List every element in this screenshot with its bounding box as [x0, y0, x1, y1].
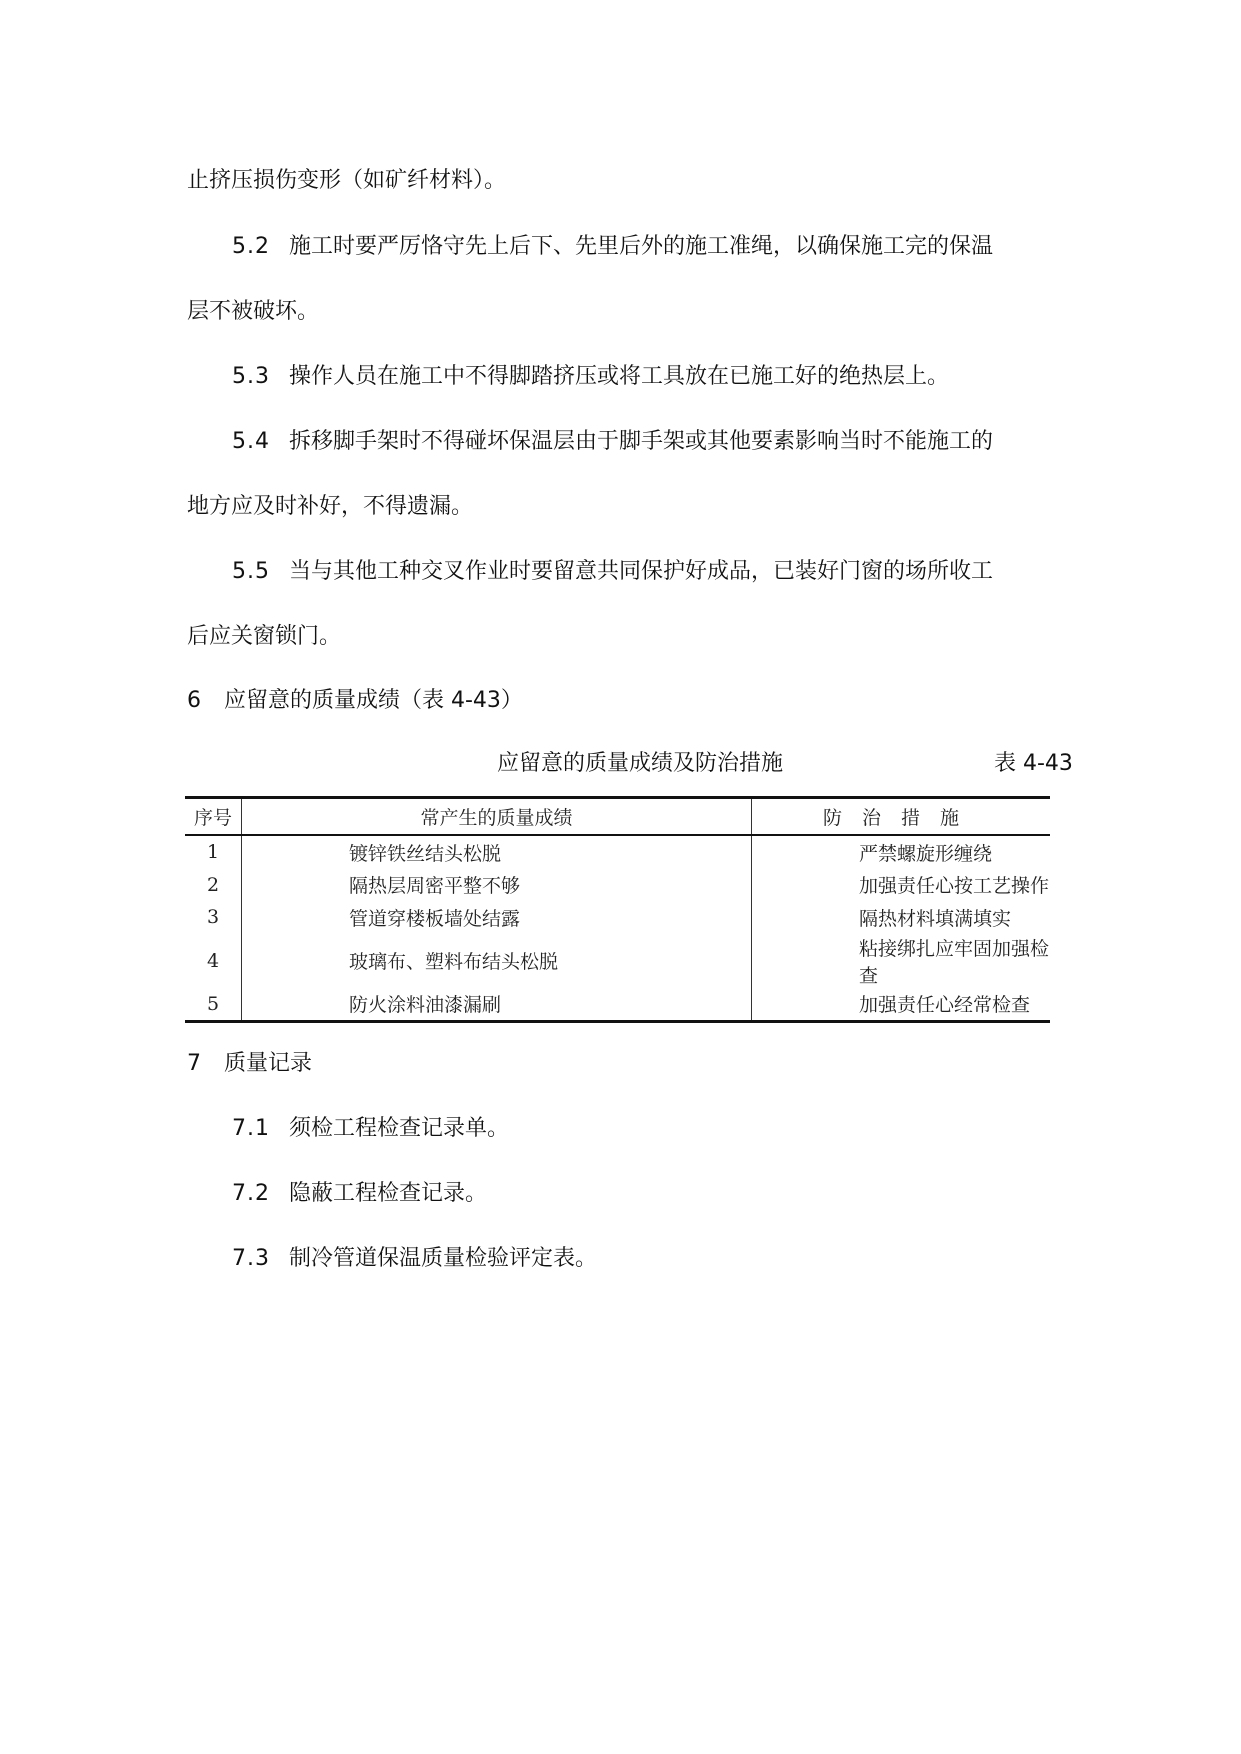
clause-5-3 — [232, 366, 949, 388]
clause-number: 5.2 — [232, 234, 270, 259]
clause-7-2 — [232, 1183, 487, 1205]
clause-5-4-line-1 — [232, 431, 993, 453]
clause-text: 施工时要严厉恪守先上后下、先里后外的施工准绳，以确保施工完的保温 — [289, 234, 994, 259]
clause-7-3 — [232, 1248, 597, 1270]
row-index: 1 — [185, 835, 242, 869]
row-index: 2 — [185, 869, 242, 902]
row-issue: 管道穿楼板墙处结露 — [242, 901, 752, 934]
clause-number: 7.3 — [232, 1246, 270, 1271]
header-index: 序号 — [185, 798, 242, 836]
section-number: 7 — [187, 1051, 201, 1076]
row-index: 3 — [185, 901, 242, 934]
clause-text: 操作人员在施工中不得脚踏挤压或将工具放在已施工好的绝热层上。 — [289, 364, 950, 389]
clause-text: 制冷管道保温质量检验评定表。 — [289, 1246, 598, 1271]
section-title: 质量记录 — [224, 1051, 313, 1076]
row-measure: 加强责任心按工艺操作 — [859, 875, 1050, 898]
section-number: 6 — [187, 688, 201, 713]
table-title: 应留意的质量成绩及防治措施 — [497, 751, 784, 776]
clause-5-2-line-2: 层不被破坏。 — [187, 299, 320, 324]
table-row — [185, 835, 1050, 869]
paragraph-continuation: 止挤压损伤变形（如矿纤材料）。 — [187, 168, 507, 193]
clause-text: 须检工程检查记录单。 — [289, 1116, 510, 1141]
clause-5-5-line-2: 后应关窗锁门。 — [187, 624, 342, 649]
row-measure: 加强责任心经常检查 — [752, 988, 1051, 1022]
section-6-heading — [187, 690, 523, 712]
quality-issues-table — [185, 796, 1050, 1023]
clause-number: 5.3 — [232, 364, 270, 389]
clause-text: 拆移脚手架时不得碰坏保温层由于脚手架或其他要素影响当时不能施工的 — [289, 429, 994, 454]
header-measure: 防治措施 — [752, 798, 1051, 836]
clause-number: 5.5 — [232, 559, 270, 584]
row-issue: 防火涂料油漆漏刷 — [242, 988, 752, 1022]
row-measure: 隔热材料填满填实 — [859, 907, 1012, 930]
row-issue: 镀锌铁丝结头松脱 — [242, 835, 752, 869]
header-issue: 常产生的质量成绩 — [242, 798, 752, 836]
clause-5-5-line-1 — [232, 561, 993, 583]
table-row — [185, 869, 1050, 902]
table-row — [185, 901, 1050, 934]
table-label: 表 4-43 — [994, 751, 1073, 776]
clause-5-2-line-1 — [232, 236, 993, 258]
section-title: 应留意的质量成绩（表 4-43） — [224, 688, 523, 713]
row-measure: 严禁螺旋形缠绕 — [859, 842, 993, 865]
clause-7-1 — [232, 1118, 509, 1140]
row-index: 4 — [185, 934, 242, 988]
clause-text: 当与其他工种交叉作业时要留意共同保护好成品，已装好门窗的场所收工 — [289, 559, 994, 584]
row-index: 5 — [185, 988, 242, 1022]
row-measure: 粘接绑扎应牢固加强检查 — [859, 937, 1050, 987]
clause-number: 7.2 — [232, 1181, 270, 1206]
table-row — [185, 934, 1050, 988]
clause-number: 5.4 — [232, 429, 270, 454]
clause-5-4-line-2: 地方应及时补好，不得遗漏。 — [187, 494, 474, 519]
clause-number: 7.1 — [232, 1116, 270, 1141]
table-row — [185, 988, 1050, 1022]
table-header-row — [185, 798, 1050, 836]
section-7-heading — [187, 1053, 312, 1075]
row-issue: 隔热层周密平整不够 — [242, 869, 752, 902]
row-issue: 玻璃布、塑料布结头松脱 — [242, 934, 752, 988]
clause-text: 隐蔽工程检查记录。 — [289, 1181, 488, 1206]
